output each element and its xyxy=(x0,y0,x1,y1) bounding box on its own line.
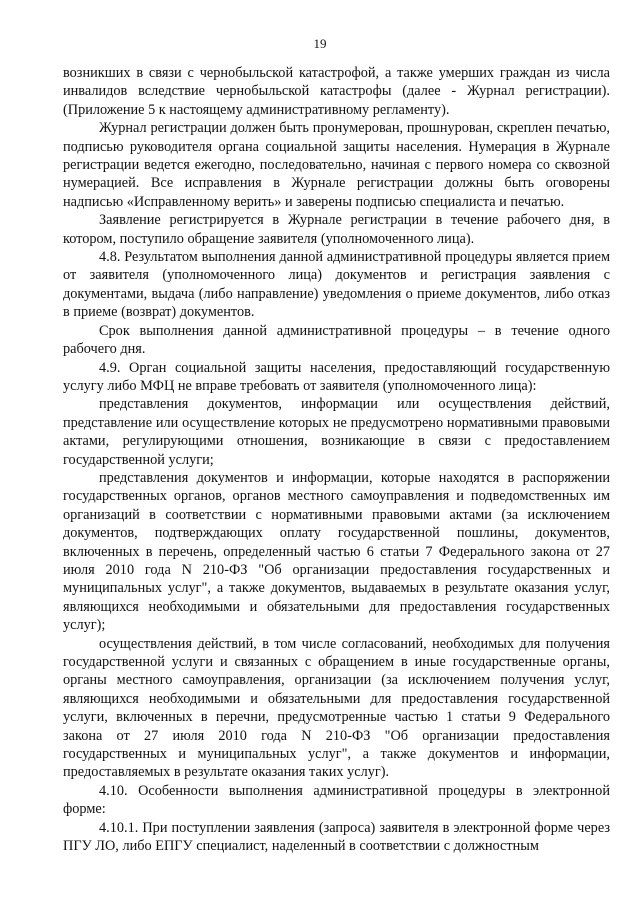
paragraph: осуществления действий, в том числе согласований, необходимых для получения государственной услуги и связанных с обращением в иные государственные органы, органы местного самоуправления, организации (за исключением получения услуг, являющихся необходимыми и обязательными для предоставления государственной услуги, включенных в перечни, предусмотренные частью 1 статьи 9 Федерального закона от 27 июля 2010 года N 210-ФЗ "Об организации предоставления государственных и муниципальных услуг", а также документов и информации, предоставляемых в результате оказания таких услуг). xyxy=(63,635,610,781)
paragraph: 4.8. Результатом выполнения данной административной процедуры является прием от заявителя (уполномоченного лица) документов и регистрация заявления с документами, выдача (либо направление) уведомления о приеме документов, либо отказ в приеме (возврат) документов. xyxy=(63,249,610,321)
paragraph: 4.9. Орган социальной защиты населения, предоставляющий государственную услугу либо МФЦ не вправе требовать от заявителя (уполномоченного лица): xyxy=(63,359,610,394)
document-body xyxy=(63,64,610,855)
paragraph: представления документов, информации или осуществления действий, представление или осуществление которых не предусмотрено нормативными правовыми актами, регулирующими отношения, возникающие в связи с предоставлением государственной услуги; xyxy=(63,396,610,468)
page-number: 19 xyxy=(313,36,327,51)
paragraph: Срок выполнения данной административной процедуры – в течение одного рабочего дня. xyxy=(63,322,610,358)
paragraph: Журнал регистрации должен быть пронумерован, прошнурован, скреплен печатью, подписью руководителя органа социальной защиты населения. Нумерация в Журнале регистрации ведется ежегодно, последовательно, начиная с первого номера со сквозной нумерацией. Все исправления в Журнале регистрации должны быть оговорены надписью «Исправленному верить» и заверены подписью специалиста и печатью. xyxy=(63,120,610,210)
paragraph: представления документов и информации, которые находятся в распоряжении государственных органов, органов местного самоуправления и подведомственных им организаций в соответствии с нормативными правовыми актами (за исключением документов, подтверждающих оплату государственной пошлины, документов, включенных в перечень, определенный частью 6 статьи 7 Федерального закона от 27 июля 2010 года N 210-ФЗ "Об организации предоставления государственных и муниципальных услуг", а также документов, выдаваемых в результате оказания услуг, являющихся необходимыми и обязательными для предоставления государственных услуг); xyxy=(63,469,610,634)
paragraph: 4.10. Особенности выполнения административной процедуры в электронной форме: xyxy=(63,782,610,818)
paragraph: Заявление регистрируется в Журнале регистрации в течение рабочего дня, в котором, поступило обращение заявителя (уполномоченного лица). xyxy=(63,212,610,247)
paragraph: 4.10.1. При поступлении заявления (запроса) заявителя в электронной форме через ПГУ ЛО, либо ЕПГУ специалист, наделенный в соответствии с должностным xyxy=(63,819,610,855)
paragraph: возникших в связи с чернобыльской катастрофой, а также умерших граждан из числа инвалидов вследствие чернобыльской катастрофы (далее - Журнал регистрации). (Приложение 5 к настоящему административному регламенту). xyxy=(63,65,610,118)
